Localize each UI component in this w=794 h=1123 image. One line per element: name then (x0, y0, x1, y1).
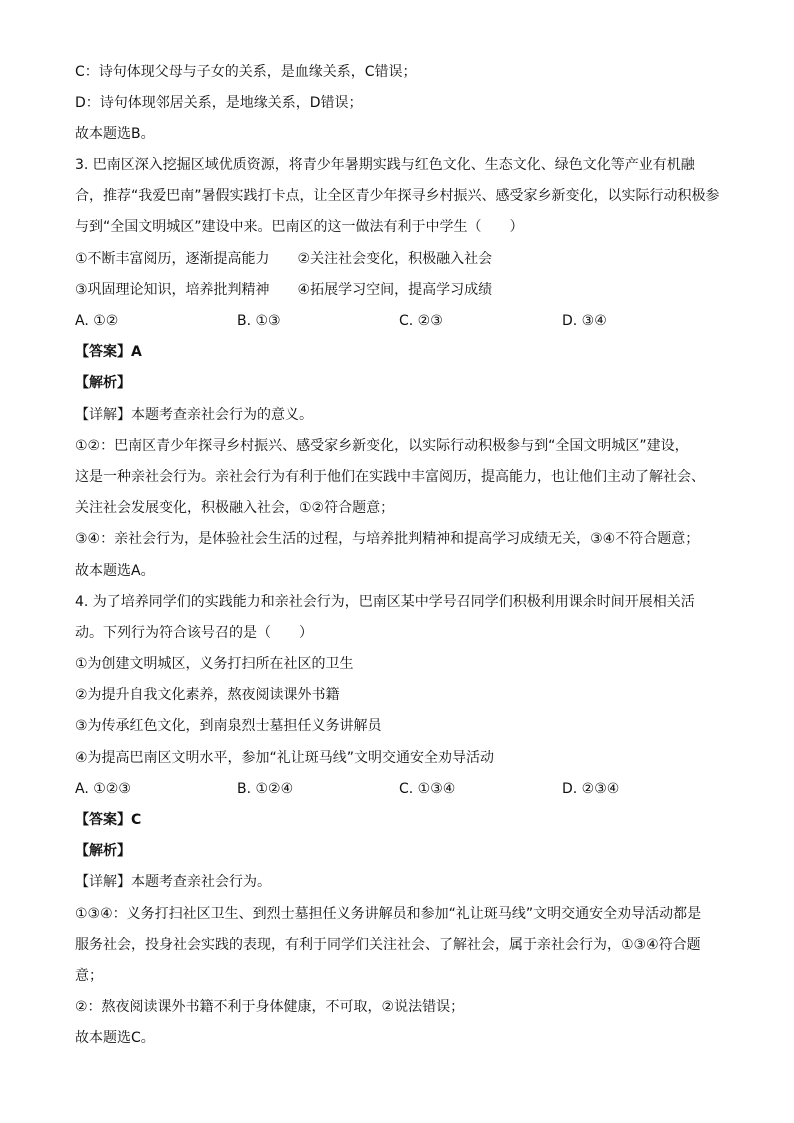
question-4-statement-1: ①为创建文明城区，义务打扫所在社区的卫生 (75, 656, 354, 672)
question-3-stem-line-1: 3. 巴南区深入挖掘区域优质资源，将青少年暑期实践与红色文化、生态文化、绿色文化等产业有机融 (75, 157, 695, 173)
question-4-option-a: A. ①②③ (75, 781, 131, 797)
question-3-analysis-heading: 【解析】 (75, 375, 131, 391)
question-4-analysis-heading: 【解析】 (75, 843, 131, 859)
question-3-option-b: B. ①③ (237, 313, 281, 329)
question-3-statements-3-4: ③巩固理论知识，培养批判精神 ④拓展学习空间，提高学习成绩 (75, 282, 493, 298)
question-3-statements-1-2: ①不断丰富阅历，逐渐提高能力 ②关注社会变化，积极融入社会 (75, 251, 493, 267)
question-3-option-d: D. ③④ (562, 313, 607, 329)
question-3-detail-line-1: ①②：巴南区青少年探寻乡村振兴、感受家乡新变化，以实际行动积极参与到“全国文明城区”建设， (75, 438, 689, 454)
question-4-stem-line-2: 动。下列行为符合该号召的是（ ） (75, 625, 313, 641)
conclusion-q2: 故本题选B。 (75, 126, 155, 142)
question-4-option-c: C. ①③④ (399, 781, 456, 797)
question-4-statement-4: ④为提高巴南区文明水平，参加“礼让斑马线”文明交通安全劝导活动 (75, 750, 495, 766)
question-3-detail-line-3: 关注社会发展变化，积极融入社会，①②符合题意； (75, 500, 395, 516)
question-4-option-b: B. ①②④ (237, 781, 294, 797)
question-4-statement-3: ③为传承红色文化，到南泉烈士墓担任义务讲解员 (75, 718, 382, 734)
conclusion-q4: 故本题选C。 (75, 1030, 155, 1046)
question-3-detail-heading: 【详解】本题考查亲社会行为的意义。 (75, 407, 313, 423)
question-3-option-c: C. ②③ (399, 313, 443, 329)
question-4-statement-2: ②为提升自我文化素养，熬夜阅读课外书籍 (75, 687, 340, 703)
question-3-stem-line-3: 与到“全国文明城区”建设中来。巴南区的这一做法有利于中学生（ ） (75, 219, 524, 235)
question-3-stem-line-2: 合，推荐“我爱巴南”暑假实践打卡点，让全区青少年探寻乡村振兴、感受家乡新变化，以实际行动积极参 (75, 188, 720, 204)
question-4-detail-line-3: 意； (75, 968, 103, 984)
question-3-detail-line-4: ③④：亲社会行为，是体验社会生活的过程，与培养批判精神和提高学习成绩无关，③④不符合题意； (75, 531, 700, 547)
explanation-d-line: D：诗句体现邻居关系，是地缘关系，D错误； (75, 95, 363, 111)
question-4-detail-line-2: 服务社会，投身社会实践的表现，有利于同学们关注社会、了解社会，属于亲社会行为，①③④符合题 (75, 937, 701, 953)
question-4-detail-heading: 【详解】本题考查亲社会行为。 (75, 874, 271, 890)
question-4-answer: 【答案】C (75, 812, 142, 828)
question-4-detail-line-4: ②：熬夜阅读课外书籍不利于身体健康，不可取，②说法错误； (75, 999, 465, 1015)
question-3-detail-line-2: 这是一种亲社会行为。亲社会行为有利于他们在实践中丰富阅历，提高能力，也让他们主动了解社会、 (75, 469, 705, 485)
explanation-c-line: C：诗句体现父母与子女的关系，是血缘关系，C错误； (75, 64, 417, 80)
question-3-answer: 【答案】A (75, 344, 142, 360)
question-3-option-a: A. ①② (75, 313, 119, 329)
question-4-stem-line-1: 4. 为了培养同学们的实践能力和亲社会行为，巴南区某中学号召同学们积极利用课余时间开展相关活 (75, 594, 695, 610)
question-4-detail-line-1: ①③④：义务打扫社区卫生、到烈士墓担任义务讲解员和参加“礼让斑马线”文明交通安全劝导活动都是 (75, 906, 702, 922)
question-4-option-d: D. ②③④ (562, 781, 620, 797)
conclusion-q3: 故本题选A。 (75, 563, 155, 579)
